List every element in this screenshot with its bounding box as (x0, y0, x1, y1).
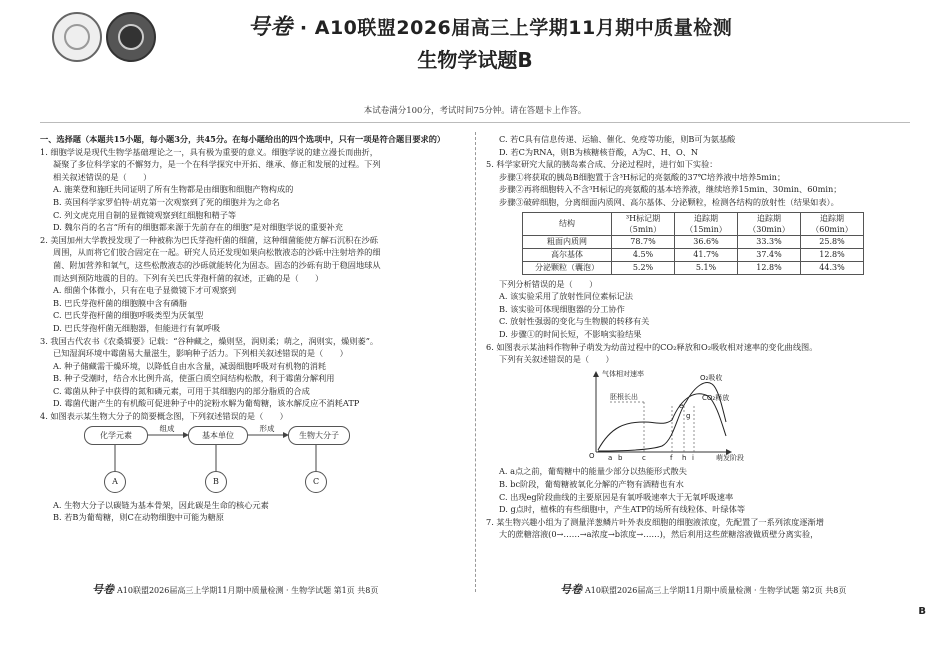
right-footer (560, 581, 846, 597)
q4-option-c: C. 若C具有信息传递、运输、催化、免疫等功能，则B可为氨基酸 (499, 134, 736, 144)
q5-question: 下列分析错误的是（ ） (499, 278, 598, 289)
table-row (523, 235, 864, 248)
th-trace-15min: 追踪期（15min） (675, 212, 738, 235)
left-footer-text: A10联盟2026届高三上学期11月期中质量检测 · 生物学试题 第1页 共8页 (117, 586, 379, 595)
origin-label: O (589, 451, 595, 460)
point-g: g (686, 411, 691, 420)
q7-stem-0: 7. 某生物兴趣小组为了测量洋葱鳞片叶外表皮细胞的细胞液浓度，先配置了一系列浓度逐渐增 (486, 516, 824, 527)
left-column (40, 133, 468, 524)
x-axis-label: 萌发阶段 (716, 453, 744, 462)
q3-option-c: C. 霉菌从种子中获得的氮和磷元素，可用于其细胞内的部分脂质的合成 (53, 385, 310, 396)
q6-option-d: D. g点时，植株的有些细胞中，产生ATP的场所有线粒体、叶绿体等 (499, 504, 746, 515)
cell: 37.4% (738, 248, 801, 261)
table-header-row (523, 212, 864, 235)
th-trace-30min: 追踪期（30min） (738, 212, 801, 235)
q4-option-b: B. 若B为葡萄糖，则C在动物细胞中可能为糖原 (53, 512, 224, 523)
right-footer-text: A10联盟2026届高三上学期11月期中质量检测 · 生物学试题 第2页 共8页 (585, 586, 847, 595)
q2-option-d: D. 巴氏芽孢杆菌无细胞器，但能进行有氧呼吸 (53, 322, 221, 333)
q5-stem-1: 步骤①将获取的胰岛B细胞置于含³H标记的亮氨酸的37℃培养液中培养5min； (499, 171, 786, 182)
q2-stem-0: 2. 美国加州大学教授发现了一种被称为巴氏芽孢杆菌的细菌，这种细菌能使方解石沉积在沙砾 (40, 234, 378, 245)
cell: 5.2% (612, 261, 675, 274)
q1-option-c: C. 列文虎克用自制的显微镜观察到红细胞和精子等 (53, 209, 237, 220)
arrow-label-form: 形成 (259, 423, 275, 433)
tick-i: i (692, 453, 694, 462)
tick-b: b (618, 453, 623, 462)
cell: 78.7% (612, 235, 675, 248)
node-macromolecule: 生物大分子 (288, 426, 350, 445)
q4-concept-diagram (40, 423, 468, 495)
circle-b: B (205, 471, 227, 493)
q6-option-b: B. bc阶段，葡萄糖被氧化分解的产物有酒精也有水 (499, 478, 684, 489)
table-row (523, 261, 864, 274)
title-text: A10联盟2026届高三上学期11月期中质量检测 (314, 17, 733, 39)
q3-option-d: D. 霉菌代谢产生的有机酸可促进种子中的淀粉水解为葡萄糖，该水解反应不消耗ATP (53, 398, 360, 409)
q7-stem-1: 大的蔗糖溶液(0→……→a浓度→b浓度→……)，然后利用这些蔗糖溶液做质壁分离实验， (499, 529, 819, 540)
q2-option-b: B. 巴氏芽孢杆菌的细胞膜中含有磷脂 (53, 297, 188, 308)
q1-option-d: D. 魏尔肖的名言“所有的细胞都来源于先前存在的细胞”是对细胞学说的重要补充 (53, 222, 344, 233)
cell: 12.8% (801, 248, 864, 261)
column-separator (475, 132, 476, 592)
cell: 12.8% (738, 261, 801, 274)
cell: 4.5% (612, 248, 675, 261)
node-basic-unit: 基本单位 (188, 426, 248, 445)
q1-stem-1: 凝聚了多位科学家的不懈努力，是一个在科学探究中开拓、继承、修正和发展的过程。下列 (53, 159, 381, 170)
q3-option-a: A. 种子储藏需干燥环境，以降低自由水含量，减弱细胞呼吸对有机物的消耗 (53, 360, 327, 371)
y-axis-label: 气体相对速率 (602, 369, 644, 378)
th-trace-60min: 追踪期（60min） (801, 212, 864, 235)
q4-option-d: D. 若C为RNA，则B为核糖核苷酸，A为C、H、O、N (499, 146, 699, 157)
tick-h: h (682, 453, 687, 462)
q2-stem-1: 周围，从而将它们胶合固定在一起。研究人员还发现如果向松散液态的沙砾中注射培养的细 (53, 247, 381, 258)
q5-option-b: B. 该实验可体现细胞器的分工协作 (499, 303, 625, 314)
q6-graph (486, 366, 914, 462)
q5-stem-0: 5. 科学家研究大鼠的胰岛素合成、分泌过程时，进行如下实验： (486, 159, 718, 170)
q6-stem-0: 6. 如图表示某油料作物种子萌发为幼苗过程中的CO₂释放和O₂吸收相对速率的变化曲线图。 (486, 341, 818, 352)
q1-option-a: A. 施莱登和施旺共同证明了所有生物都是由细胞和细胞产物构成的 (53, 184, 294, 195)
q4-option-a: A. 生物大分子以碳链为基本骨架，因此碳是生命的核心元素 (53, 499, 269, 510)
q2-option-c: C. 巴氏芽孢杆菌的细胞呼吸类型为厌氧型 (53, 310, 204, 321)
section-heading: 一、选择题（本题共15小题，每小题3分，共45分。在每小题给出的四个选项中，只有一项是符合题目要求的） (40, 134, 446, 144)
point-e: e (679, 401, 684, 410)
q2-option-a: A. 细菌个体微小，只有在电子显微镜下才可观察到 (53, 285, 237, 296)
q3-stem-1: 已知湿润环境中霉菌易大量滋生，影响种子活力。下列相关叙述错误的是（ ） (53, 348, 348, 359)
page-letter: B (918, 606, 926, 617)
cell: 高尔基体 (523, 248, 612, 261)
q2-stem-2: 菌、附加营养和氧气，这些松散液态的沙砾就能转化为固态。固态的沙砾有助于稳固地球从 (53, 259, 381, 270)
cell: 44.3% (801, 261, 864, 274)
q3-option-b: B. 种子受潮时，结合水比例升高，使蛋白质空间结构松散，利于霉菌分解利用 (53, 373, 335, 384)
node-chemical-elements: 化学元素 (84, 426, 148, 445)
q6-option-c: C. 出现eg阶段曲线的主要原因是有氧呼吸速率大于无氧呼吸速率 (499, 491, 734, 502)
footer-brand-mark-right: 号卷 (560, 583, 582, 596)
q1-stem-2: 相关叙述错误的是（ ） (53, 171, 152, 182)
co2-release-curve (598, 394, 726, 450)
co2-label: CO₂释放 (702, 393, 730, 402)
q4-stem: 4. 如图表示某生物大分子的简要概念图，下列叙述错误的是（ ） (40, 411, 288, 422)
q6-stem-1: 下列有关叙述错误的是（ ） (499, 354, 614, 365)
circle-c: C (305, 471, 327, 493)
left-footer (92, 581, 378, 597)
q5-option-d: D. 步骤①的时间长短，不影响实验结果 (499, 328, 642, 339)
cell: 粗面内质网 (523, 235, 612, 248)
q5-stem-3: 步骤③破碎细胞，分离细面内质网、高尔基体、分泌颗粒，检测各结构的放射性（结果如表）。 (499, 196, 839, 207)
header-divider (40, 122, 910, 123)
arrow-label-compose: 组成 (159, 423, 175, 433)
tick-c: c (642, 453, 646, 462)
q1-option-b: B. 英国科学家罗伯特·胡克第一次观察到了死的细胞并为之命名 (53, 196, 280, 207)
cell: 36.6% (675, 235, 738, 248)
radicle-label: 胚根长出 (610, 392, 638, 401)
footer-brand-mark: 号卷 (92, 583, 114, 596)
cell: 41.7% (675, 248, 738, 261)
q5-option-a: A. 该实验采用了放射性同位素标记法 (499, 291, 633, 302)
q5-stem-2: 步骤②再将细胞转入不含³H标记的亮氨酸的基本培养液，继续培养15min、30min、60min； (499, 184, 842, 195)
exam-note: 本试卷满分100分，考试时间75分钟。请在答题卡上作答。 (363, 106, 587, 116)
q5-option-c: C. 放射性强弱的变化与生物膜的转移有关 (499, 316, 650, 327)
o2-label: O₂吸收 (700, 373, 723, 382)
q6-option-a: A. a点之前，葡萄糖中的能量少部分以热能形式散失 (499, 466, 687, 477)
tick-a: a (608, 453, 613, 462)
page-title: 号卷 · A10联盟2026届高三上学期11月期中质量检测 (247, 15, 733, 40)
cell: 25.8% (801, 235, 864, 248)
th-structure: 结构 (523, 212, 612, 235)
q3-stem-0: 3. 我国古代农书《农桑辑要》记载：“谷种藏之，燥则坚，润则柔；萌之，润则实，燥则萎”。 (40, 335, 379, 346)
tick-f: f (670, 453, 673, 462)
brand-mark: 号卷 (247, 15, 293, 40)
circle-a: A (104, 471, 126, 493)
q5-table (522, 212, 864, 275)
cell: 33.3% (738, 235, 801, 248)
cell: 分泌颗粒（囊泡） (523, 261, 612, 274)
q1-stem-0: 1. 细胞学说是现代生物学基础理论之一，具有极为重要的意义。细胞学说的建立漫长而曲折， (40, 146, 378, 157)
paper-subtitle: 生物学试题B (417, 48, 533, 72)
cell: 5.1% (675, 261, 738, 274)
th-label-5min: ³H标记期（5min） (612, 212, 675, 235)
right-column (486, 133, 914, 541)
table-row (523, 248, 864, 261)
q2-stem-3: 而达到预防地震的目的。下列有关巴氏芽孢杆菌的叙述，正确的是（ ） (53, 272, 324, 283)
